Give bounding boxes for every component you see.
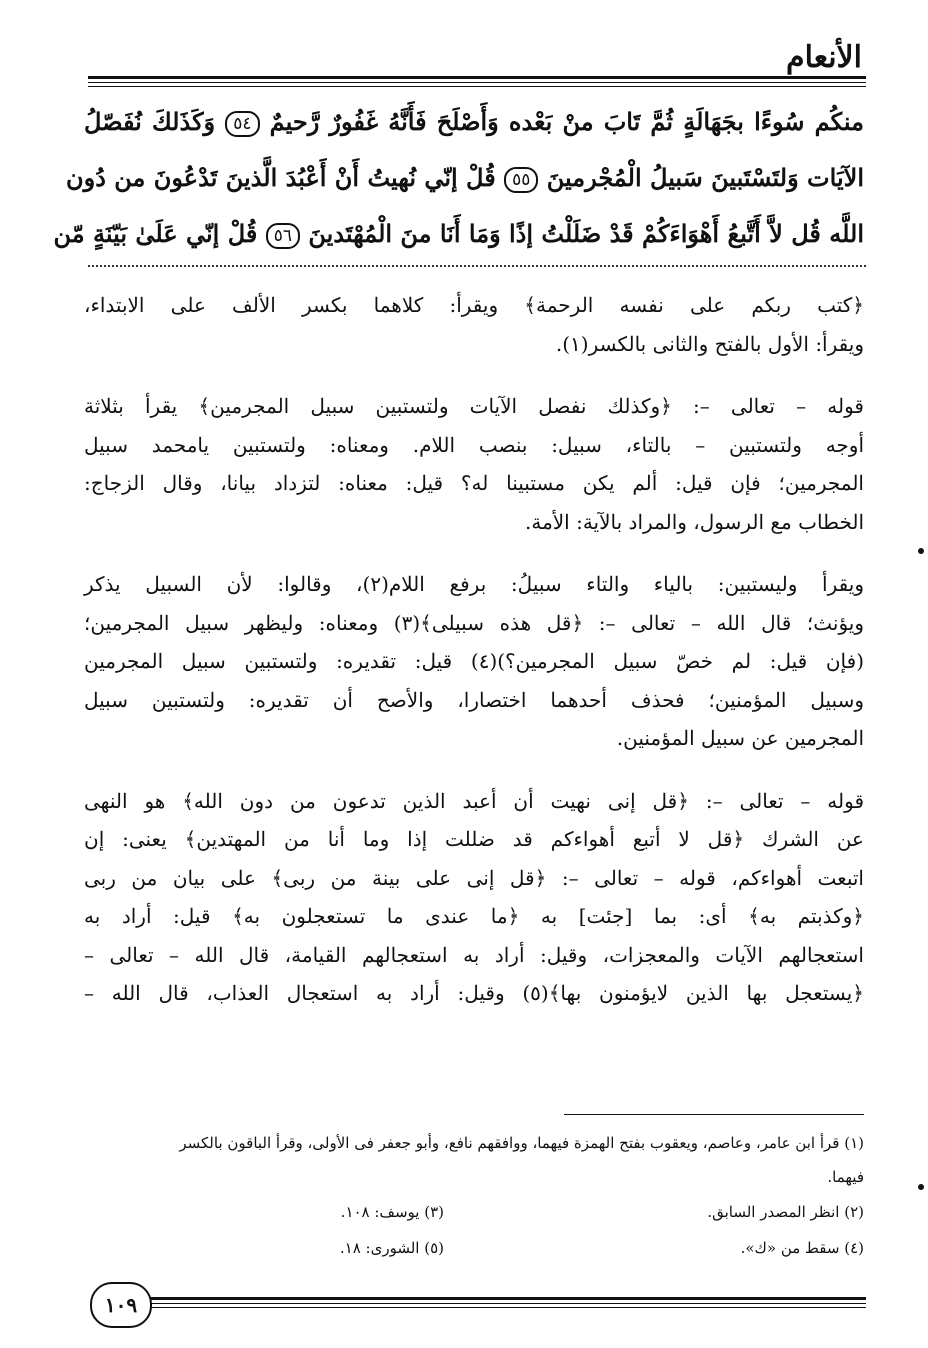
surah-title: الأنعام <box>786 40 862 75</box>
footnotes-block <box>84 1126 864 1266</box>
text-line: المجرمين عن سبيل المؤمنين. <box>616 726 864 750</box>
text-line: اتبعت أهواءكم، قوله – تعالى –: ﴿قل إنى على بينة من ربى﴾ على بيان من ربى <box>84 865 864 890</box>
quran-segment: الآيَات وَلتَسْتَبينَ سَبيلُ الْمُجْرمينَ <box>546 163 864 192</box>
text-line: ﴿وكذبتم به﴾ أى: بما [جئت] به ﴿ما عندى ما تستعجلون به﴾ قيل: أراد به <box>84 904 864 928</box>
footnote-5: (٥) الشورى: ١٨. <box>339 1239 444 1257</box>
text-line: المجرمين؛ فإن قيل: ألم يكن مستبينا له؟ قيل: معناه: لتزداد بيانا، وقال الزجاج: <box>84 471 864 495</box>
commentary-block <box>84 286 864 1037</box>
ayah-number-marker: ٥٥ <box>504 167 538 193</box>
header-rule-thin <box>88 82 866 83</box>
text-line: ﴿كتب ربكم على نفسه الرحمة﴾ ويقرأ: كلاهما بكسر الألف على الابتداء، <box>84 293 864 317</box>
footer-rule-thin-2 <box>148 1307 866 1308</box>
page-number: ١٠٩ <box>90 1282 152 1328</box>
margin-dot <box>918 548 924 554</box>
text-line: أوجه ولتستبين – بالتاء، سبيل: بنصب اللام. ومعناه: ولتستبين يامحمد سبيل <box>84 432 864 457</box>
quran-segment: قُلْ إنّي عَلَىٰ بَيّنَةٍ مّن <box>53 219 258 248</box>
quran-line <box>53 206 864 262</box>
commentary-paragraph <box>84 387 864 541</box>
footer-rule-thick <box>148 1297 866 1300</box>
quran-segment: منكُم سُوءًا بجَهَالَةٍ ثُمَّ تَابَ منْ بَعْده وَأَصْلَحَ فَأَنَّهُ غَفُورٌ رَّحيمٌ <box>269 107 864 136</box>
text-line: ﴿يستعجل بها الذين لايؤمنون بها﴾(٥) وقيل: أراد به استعجال العذاب، قال الله – <box>84 981 864 1005</box>
text-line: ويقرأ: الأول بالفتح والثانى بالكسر(١). <box>555 331 864 356</box>
footnote-row <box>84 1230 864 1266</box>
ayah-number-marker: ٥٤ <box>225 111 259 137</box>
text-line: ويؤنث؛ قال الله – تعالى –: ﴿قل هذه سبيلى﴾(٣) ومعناه: وليظهر سبيل المجرمين؛ <box>84 610 865 635</box>
text-line: ويقرأ وليستبين: بالياء والتاء سبيلُ: برفع اللام(٢)، وقالوا: لأن السبيل يذكر <box>84 572 864 596</box>
header-rule-thin-2 <box>88 86 866 87</box>
text-line: استعجالهم الآيات والمعجزات، وقيل: أراد به استعجالهم القيامة، قال الله – تعالى – <box>84 942 864 967</box>
text-line: قوله – تعالى –: ﴿قل إنى نهيت أن أعبد الذين تدعون من دون الله﴾ هو النهى <box>84 788 864 813</box>
text-line: الخطاب مع الرسول، والمراد بالآية: الأمة. <box>524 509 864 534</box>
quran-line <box>84 94 864 150</box>
quran-line <box>66 150 864 206</box>
text-line: قوله – تعالى –: ﴿وكذلك نفصل الآيات ولتستبين سبيل المجرمين﴾ يقرأ بثلاثة <box>84 394 864 418</box>
text-line: عن الشرك ﴿قل لا أتبع أهواءكم قد ضللت إذا وما أنا من المهتدين﴾ يعنى: إن <box>84 827 864 851</box>
footer-rule-thin <box>148 1303 866 1304</box>
footnote-3: (٣) يوسف: ١٠٨. <box>340 1203 444 1221</box>
header-rule-thick <box>88 76 866 79</box>
quran-segment: قُلْ إنّي نُهيتُ أَنْ أَعْبُدَ الَّذينَ تَدْعُونَ من دُون <box>66 163 496 192</box>
commentary-paragraph <box>84 782 864 1013</box>
footnote-2: (٢) انظر المصدر السابق. <box>707 1203 864 1221</box>
footnote-1: (١) قرأ ابن عامر، وعاصم، ويعقوب بفتح الهمزة فيهما، ووافقهم نافع، وأبو جعفر فى الأولى، وقرأ الباقون بالكسر <box>179 1134 864 1152</box>
quran-text-block <box>53 94 864 262</box>
footnote-separator <box>564 1114 864 1115</box>
quran-segment: اللَّه قُل لاَّ أَتَّبعُ أَهْوَاءَكُمْ قَدْ ضَلَلْتُ إذًا وَمَا أَنَا منَ الْمُهْتَدينَ <box>308 219 864 248</box>
margin-dot <box>918 1184 924 1190</box>
footnote-4: (٤) سقط من «ك». <box>740 1239 864 1257</box>
text-line: وسبيل المؤمنين؛ فحذف أحدهما اختصارا، والأصح أن تقديره: ولتستبين سبيل <box>84 687 864 712</box>
ayah-number-marker: ٥٦ <box>266 223 300 249</box>
footnote-row <box>84 1194 864 1230</box>
text-line: (فإن قيل: لم خصّ سبيل المجرمين؟)(٤) قيل: تقديره: ولتستبين سبيل المجرمين <box>84 649 864 673</box>
footnote-1-continued: فيهما. <box>827 1168 864 1186</box>
commentary-paragraph <box>84 565 864 758</box>
commentary-paragraph <box>84 286 864 363</box>
quran-segment: وَكَذَلكَ نُفَصّلُ <box>84 107 216 136</box>
dotted-separator <box>88 265 866 267</box>
